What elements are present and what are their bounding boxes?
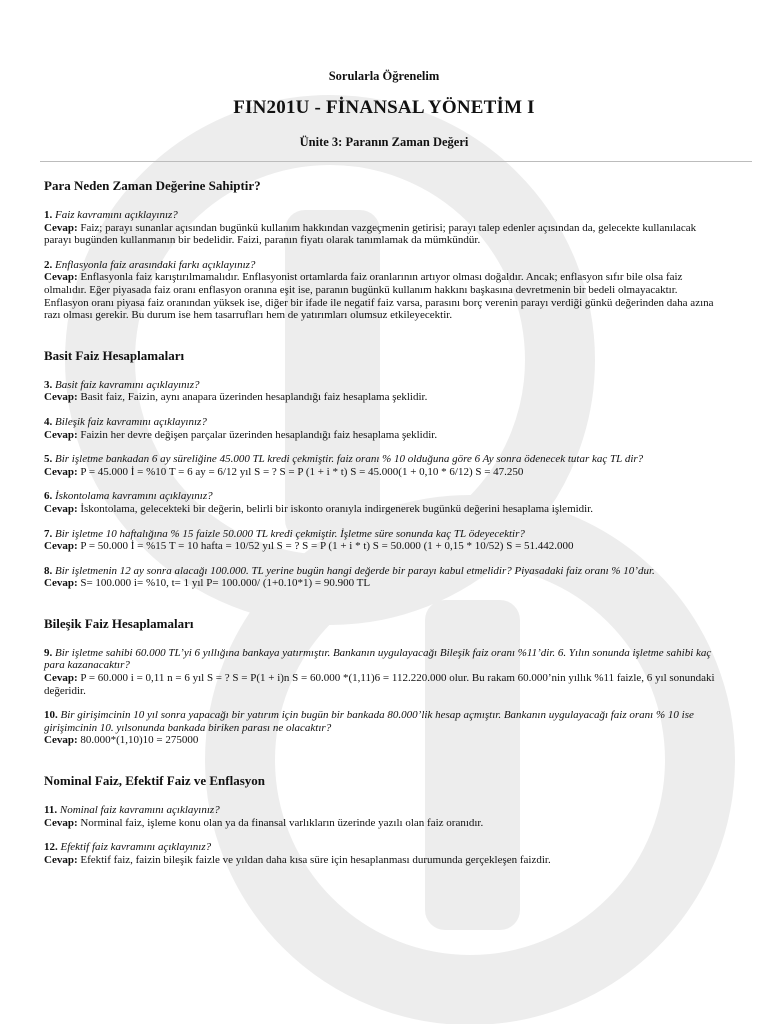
answer [44,222,720,247]
question [44,379,720,392]
answer-text: S= 100.000 i= %10, t= 1 yıl P= 100.000/ (1+0.10*1) = 90.900 TL [80,577,371,590]
question-number: 9. [44,646,53,659]
question-item [44,379,720,404]
answer [44,503,720,516]
question-item [44,453,720,478]
answer-label: Cevap: [44,672,78,685]
section-heading: Para Neden Zaman Değerine Sahiptir? [44,178,261,193]
question [44,841,720,854]
answer-text: Enflasyonla faiz karıştırılmamalıdır. Enflasyonist ortamlarda faiz oranlarının artıyor olması doğaldır. Ancak; enflasyon sıfır bile olsa faiz olmalıdır. Eğer piyasada faiz oranı enflasyon oranına eşit ise, paranın bugünkü kullanım hakkını başkasına devretmenin bir bedeli olmayacaktır. Enflasyon oranı piyasa faiz oranından yüksek ise, diğer bir ifade ile negatif faiz varsa, parasını borç verenin parayı verdiği günkü değerinden daha azına razı olması gerekir. Bu durum ise hem tasarrufları hem de yatırımları olumsuz etkileyecektir. [44,271,714,322]
answer-text: Faiz; parayı sunanlar açısından bugünkü kullanım hakkından vazgeçmenin getirisi; parayı talep edenler açısından da, gelecekte kullanılacak parayı bugünden kullanmanın bir bedelidir. Faizi, paranın fiyatı olarak tanımlamak da mümkündür. [44,221,697,247]
question-item [44,209,720,247]
answer-label: Cevap: [44,853,78,866]
answer-text: 80.000*(1,10)10 = 275000 [80,734,199,747]
answer [44,271,720,321]
answer-text: P = 60.000 i = 0,11 n = 6 yıl S = ? S = P(1 + i)n S = 60.000 *(1,11)6 = 112.220.000 olur. Bu rakam 60.000’nin yıllık %11 faizle, 6 yıl sonundaki değeridir. [44,672,715,697]
answer-text: Faizin her devre değişen parçalar üzerinden hesaplandığı faiz hesaplama şeklidir. [80,428,438,441]
question-item [44,841,720,866]
question-item [44,259,720,322]
question-number: 11. [44,804,58,817]
answer-label: Cevap: [44,502,78,515]
answer [44,734,720,747]
question [44,565,720,578]
question-number: 1. [44,209,53,221]
question [44,209,720,222]
question-item [44,416,720,441]
question [44,528,720,541]
section [44,178,720,322]
question [44,804,720,817]
answer-label: Cevap: [44,428,78,441]
unit-title: Ünite 3: Paranın Zaman Değeri [299,135,469,149]
question-text: Bir işletme sahibi 60.000 TL’yi 6 yıllığına bankaya yatırmıştır. Bankanın uygulayacağı Bileşik faiz oranı %11’dir. 6. Yılın sonunda işletme sahibi kaç para kazanacaktır? [44,646,712,672]
question-number: 12. [44,841,58,854]
question-item [44,647,720,697]
question-text: Nominal faiz kavramını açıklayınız? [59,804,220,817]
answer-text: İskontolama, gelecekteki bir değerin, belirli bir iskonto oranıyla indirgenerek bugünkü değerini hesaplama işlemidir. [80,502,594,515]
question-number: 6. [44,490,53,503]
document-title: FIN201U - FİNANSAL YÖNETİM I [233,97,535,118]
question-item [44,709,720,747]
answer-text: Norminal faiz, işleme konu olan ya da finansal varlıkların üzerinde yazılı olan faiz oranıdır. [80,816,484,829]
section-heading: Nominal Faiz, Efektif Faiz ve Enflasyon [44,773,265,789]
question [44,416,720,429]
answer-text: P = 45.000 İ = %10 T = 6 ay = 6/12 yıl S = ? S = P (1 + i * t) S = 45.000(1 + 0,10 * 6/12) S = 47.250 [80,465,524,478]
answer [44,429,720,442]
answer [44,672,720,697]
question [44,647,720,672]
question-text: Bir girişimcinin 10 yıl sonra yapacağı bir yatırım için bugün bir bankada 80.000’lik hesap açmıştır. Bankanın uygulayacağı faiz oranı % 10 ise girişimcinin 10. yılsonunda bankada biriken parası ne olacaktır? [44,709,694,734]
question [44,490,720,503]
document-subtitle: Sorularla Öğrenelim [328,69,440,83]
question-item [44,490,720,515]
question-number: 5. [44,453,53,466]
question-text: Bileşik faiz kavramını açıklayınız? [55,415,207,428]
answer-label: Cevap: [44,271,78,284]
question-item [44,804,720,829]
answer [44,854,720,867]
question-number: 7. [44,527,53,540]
question-text: Enflasyonla faiz arasındaki farkı açıklayınız? [55,258,256,271]
answer-label: Cevap: [44,465,78,478]
answer [44,577,720,590]
answer-label: Cevap: [44,577,78,590]
section-heading: Basit Faiz Hesaplamaları [44,347,185,363]
document-body [44,178,720,892]
section [44,348,720,590]
section-heading: Bileşik Faiz Hesaplamaları [44,615,194,631]
question-text: Bir işletmenin 12 ay sonra alacağı 100.000. TL yerine bugün hangi değerde bir parayı kabul etmelidir? Piyasadaki faiz oranı % 10’dur. [55,564,655,577]
question-text: İskontolama kavramını açıklayınız? [55,490,213,503]
question [44,709,720,734]
answer [44,466,720,479]
question-text: Faiz kavramını açıklayınız? [55,209,178,221]
question-number: 10. [44,709,58,722]
answer-text: P = 50.000 İ = %15 T = 10 hafta = 10/52 yıl S = ? S = P (1 + i * t) S = 50.000 (1 + 0,15 * 10/52) S = 51.442.000 [80,540,574,553]
question-item [44,528,720,553]
question [44,453,720,466]
question-text: Basit faiz kavramını açıklayınız? [55,378,200,391]
section [44,616,720,747]
question-number: 3. [44,378,53,391]
question-text: Bir işletme 10 haftalığına % 15 faizle 50.000 TL kredi çekmiştir. İşletme süre sonunda kaç TL ödeyecektir? [55,527,525,540]
answer-label: Cevap: [44,221,78,234]
question-item [44,565,720,590]
question-text: Bir işletme bankadan 6 ay süreliğine 45.000 TL kredi çekmiştir. faiz oranı % 10 olduğuna göre 6 Ay sonra ödenecek tutar kaç TL dir? [55,453,644,466]
question-number: 8. [44,564,53,577]
answer [44,391,720,404]
question-number: 2. [44,258,53,271]
answer [44,817,720,830]
question [44,259,720,272]
answer-label: Cevap: [44,540,78,553]
header-divider [40,161,752,162]
answer-text: Basit faiz, Faizin, aynı anapara üzerinden hesaplandığı faiz hesaplama şeklidir. [80,391,428,404]
answer-label: Cevap: [44,391,78,404]
question-text: Efektif faiz kavramını açıklayınız? [60,841,212,854]
question-number: 4. [44,415,53,428]
answer [44,540,720,553]
answer-label: Cevap: [44,734,78,747]
answer-label: Cevap: [44,816,78,829]
answer-text: Efektif faiz, faizin bileşik faizle ve yıldan daha kısa süre için hesaplanması durumunda gerçekleşen faizdir. [80,853,551,866]
section [44,773,720,866]
